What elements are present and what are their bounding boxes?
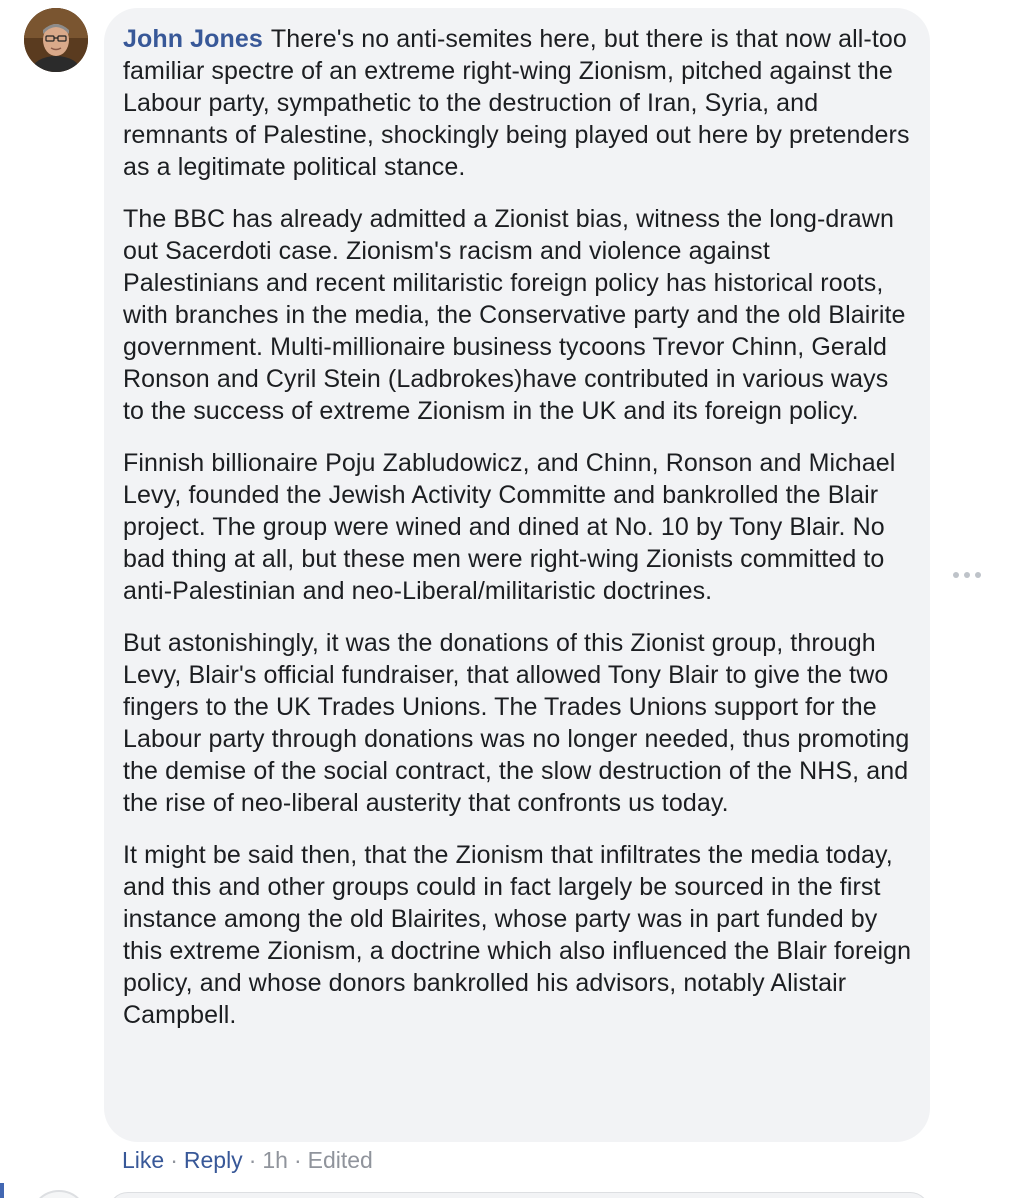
dot xyxy=(964,572,970,578)
author-avatar[interactable] xyxy=(24,8,88,72)
next-comment-avatar[interactable] xyxy=(30,1190,88,1198)
comment-paragraph xyxy=(123,23,912,183)
reply-link[interactable]: Reply xyxy=(183,1147,243,1173)
more-options-icon[interactable] xyxy=(953,566,981,584)
comment-text: There's no anti-semites here, but there is that now all-too familiar spectre of an extreme right-wing Zionism, pitched against the Labour party, sympathetic to the destruction of Iran, Syria, and remnants of Palestine, shockingly being played out here by pretenders as a legitimate political stance. xyxy=(123,25,910,181)
next-comment-bubble xyxy=(108,1192,930,1198)
dot xyxy=(953,572,959,578)
edited-label[interactable]: Edited xyxy=(307,1147,373,1173)
separator: · xyxy=(170,1147,178,1173)
comment-paragraph: But astonishingly, it was the donations of this Zionist group, through Levy, Blair's official fundraiser, that allowed Tony Blair to give the two fingers to the UK Trades Unions. The Trades Unions support for the Labour party through donations was no longer needed, thus promoting the demise of the social contract, the slow destruction of the NHS, and the rise of neo-liberal austerity that confronts us today. xyxy=(123,629,910,817)
profile-photo-icon xyxy=(24,8,88,72)
separator: · xyxy=(248,1147,257,1173)
dot xyxy=(975,572,981,578)
comment-paragraph: The BBC has already admitted a Zionist bias, witness the long-drawn out Sacerdoti case. Zionism's racism and violence against Palestinians and recent militaristic foreign policy has historical roots, with branches in the media, the Conservative party and the old Blairite government. Multi-millionaire business tycoons Trevor Chinn, Gerald Ronson and Cyril Stein (Ladbrokes)have contributed in various ways to the success of extreme Zionism in the UK and its foreign policy. xyxy=(123,205,906,425)
comment-actions xyxy=(122,1145,373,1175)
comment-paragraph: Finnish billionaire Poju Zabludowicz, and Chinn, Ronson and Michael Levy, founded the Jewish Activity Committe and bankrolled the Blair project. The group were wined and dined at No. 10 by Tony Blair. No bad thing at all, but these men were right-wing Zionists committed to anti-Palestinian and neo-Liberal/militaristic doctrines. xyxy=(123,449,896,605)
author-name-link[interactable]: John Jones xyxy=(123,25,263,53)
separator: · xyxy=(293,1147,302,1173)
like-link[interactable]: Like xyxy=(122,1147,165,1173)
comment-paragraph: It might be said then, that the Zionism that infiltrates the media today, and this and other groups could in fact largely be sourced in the first instance among the old Blairites, whose party was in part funded by this extreme Zionism, a doctrine which also influenced the Blair foreign policy, and whose donors bankrolled his advisors, notably Alistair Campbell. xyxy=(123,841,912,1029)
timestamp-link[interactable]: 1h xyxy=(262,1147,288,1173)
selection-indicator xyxy=(0,1183,4,1198)
comment-bubble xyxy=(104,8,930,1142)
